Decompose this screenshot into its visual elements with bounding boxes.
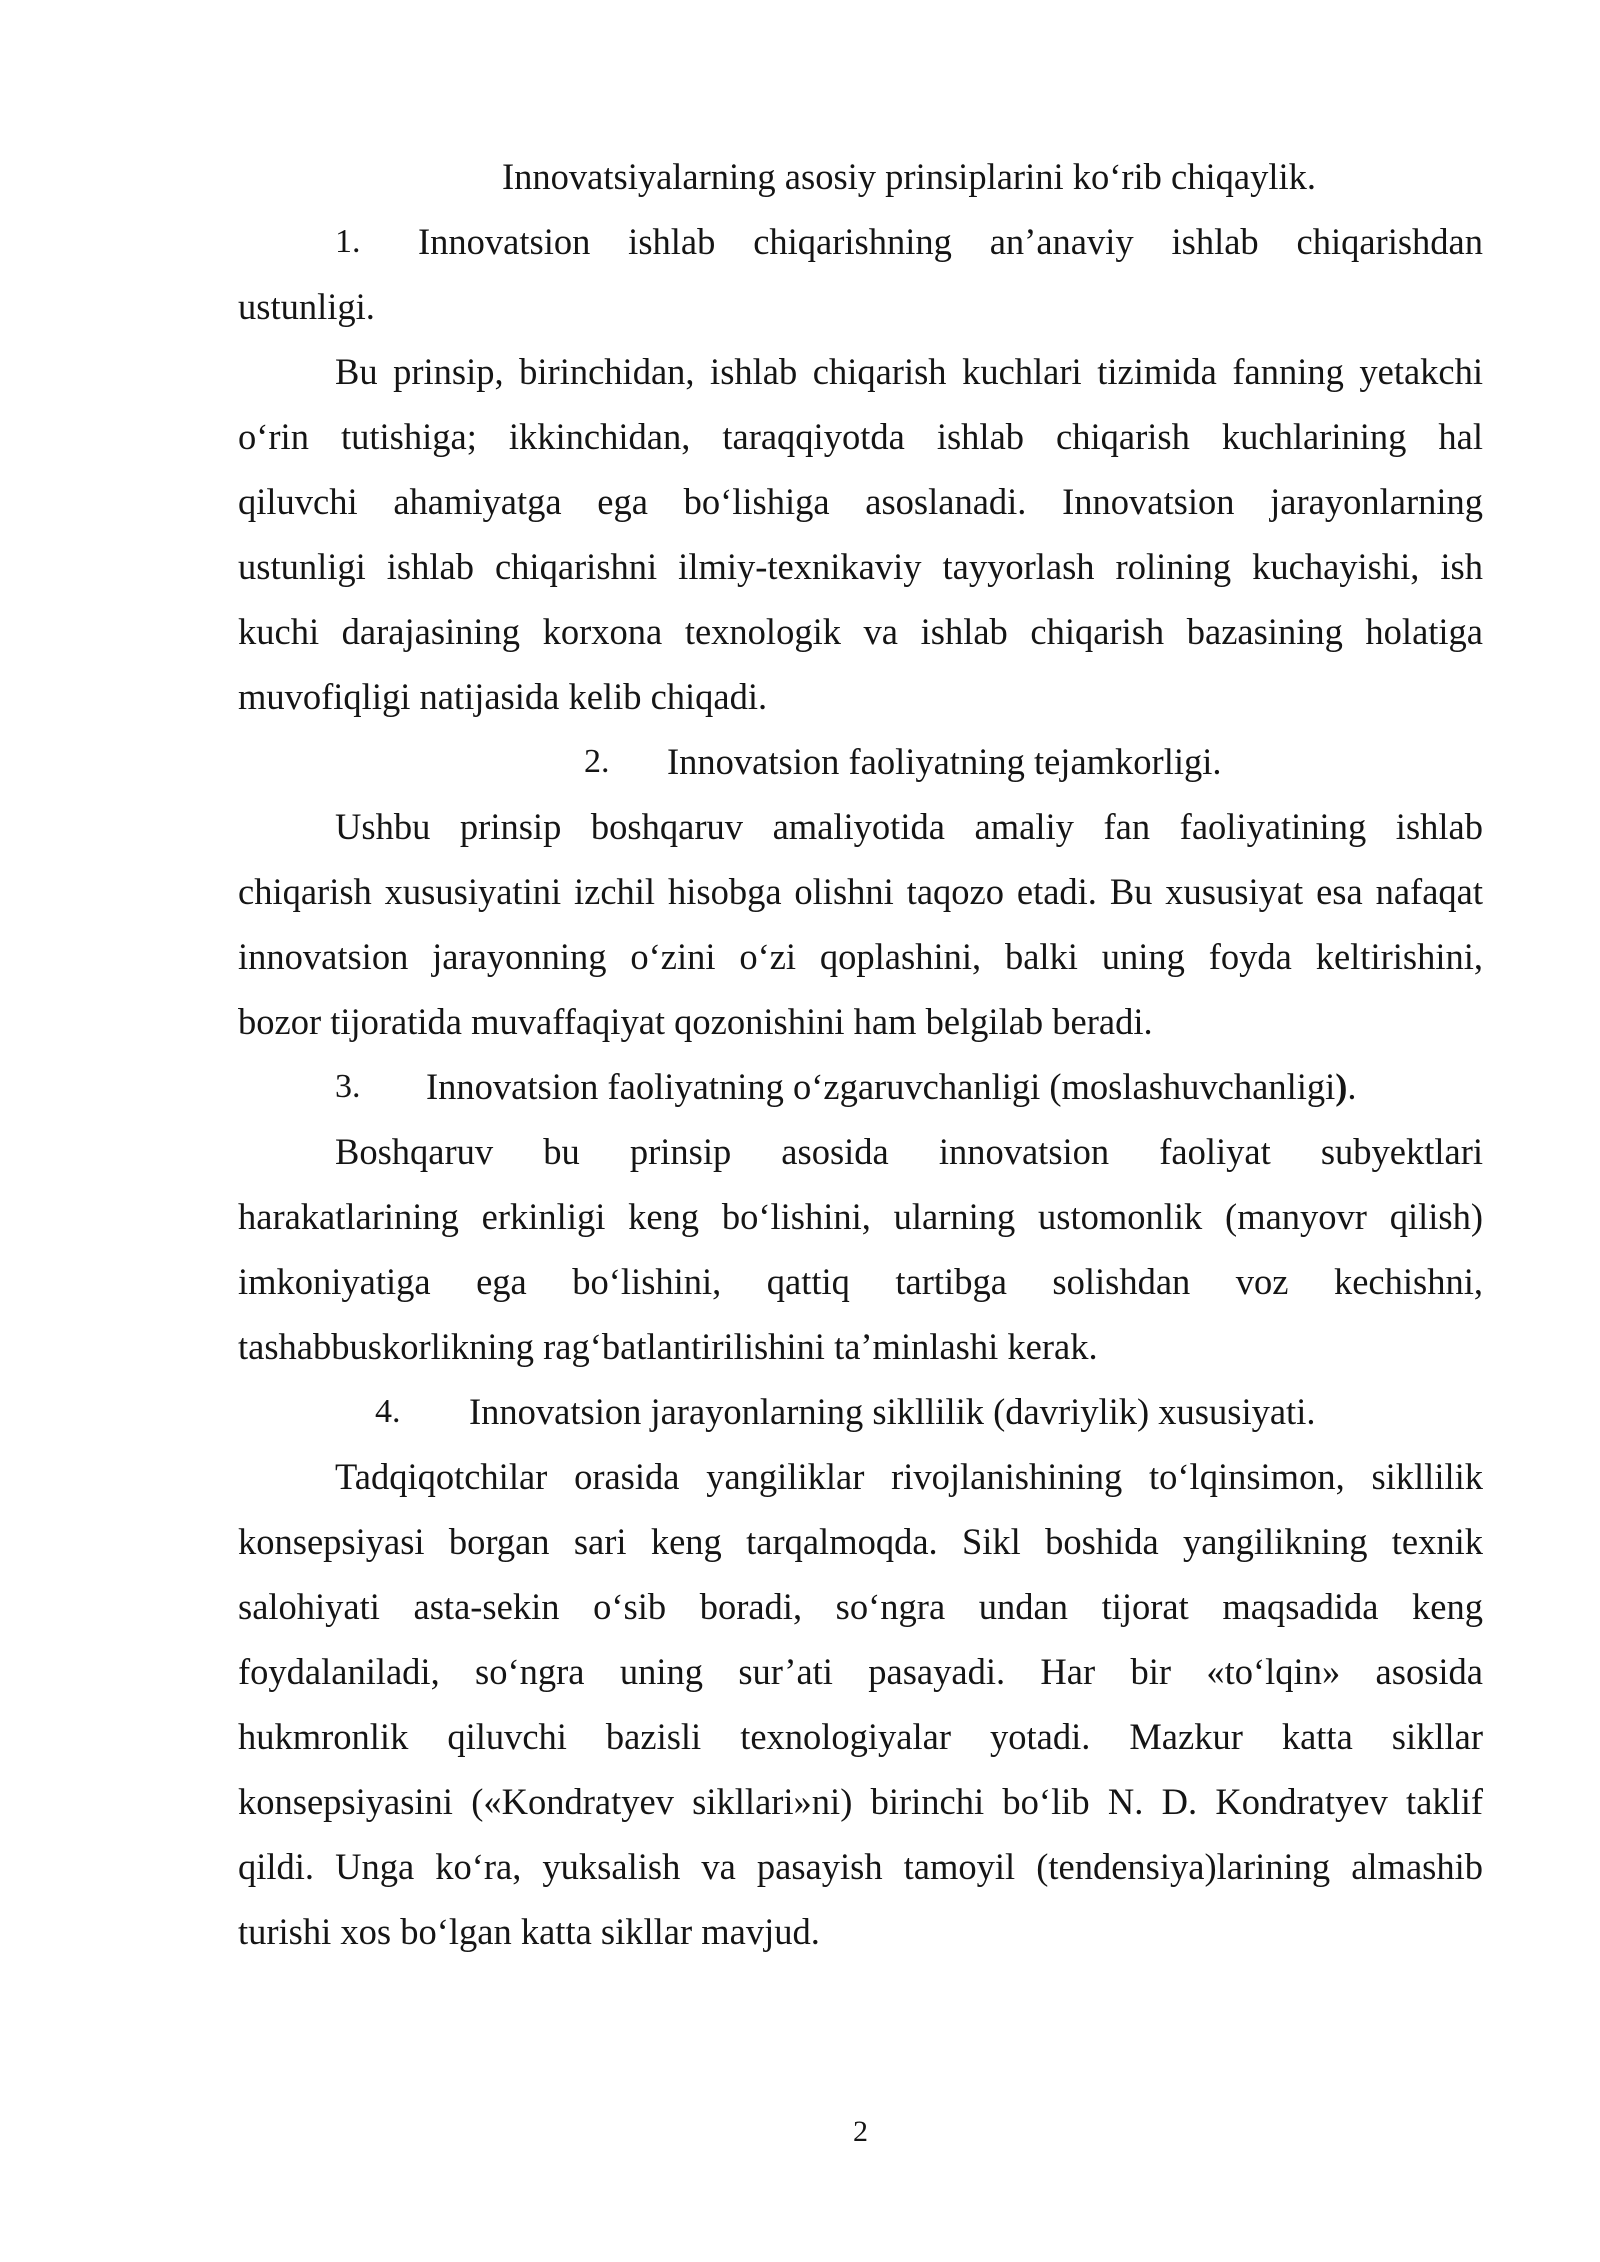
body-line: muvofiqligi natijasida kelib chiqadi. <box>238 676 768 717</box>
body-line: innovatsion jarayonning oʻzini oʻzi qoplashini, balki uning foyda keltirishini, <box>238 936 1483 977</box>
section-3-title-text: Innovatsion faoliyatning oʻzgaruvchanligi (moslashuvchanligi <box>426 1066 1336 1107</box>
section-1-title-line: ustunligi. <box>238 286 375 327</box>
section-2-number: 2. <box>584 743 610 780</box>
body-line: ustunligi ishlab chiqarishni ilmiy-texnikaviy tayyorlash rolining kuchayishi, ish <box>238 546 1483 587</box>
body-line: tashabbuskorlikning ragʻbatlantirilishini ta’minlashi kerak. <box>238 1326 1098 1367</box>
body-line: imkoniyatiga ega boʻlishini, qattiq tartibga solishdan voz kechishni, <box>238 1261 1483 1302</box>
body-line: Boshqaruv bu prinsip asosida innovatsion faoliyat subyektlari <box>335 1131 1483 1172</box>
body-line: Bu prinsip, birinchidan, ishlab chiqarish kuchlari tizimida fanning yetakchi <box>335 351 1483 392</box>
section-3-title-end: . <box>1347 1066 1357 1107</box>
text-column <box>238 144 1483 1964</box>
body-line: oʻrin tutishiga; ikkinchidan, taraqqiyotda ishlab chiqarish kuchlarining hal <box>238 416 1483 457</box>
body-line: konsepsiyasi borgan sari keng tarqalmoqda. Sikl boshida yangilikning texnik <box>238 1521 1483 1562</box>
section-1-title-text: Innovatsion ishlab chiqarishning an’anaviy ishlab chiqarishdan <box>418 221 1483 262</box>
body-line: konsepsiyasini («Kondratyev sikllari»ni) birinchi boʻlib N. D. Kondratyev taklif <box>238 1781 1483 1822</box>
body-line: Tadqiqotchilar orasida yangiliklar rivojlanishining toʻlqinsimon, sikllilik <box>335 1456 1483 1497</box>
section-1-title-line <box>238 209 1483 274</box>
body-line: turishi xos boʻlgan katta sikllar mavjud. <box>238 1911 820 1952</box>
body-line: hukmronlik qiluvchi bazisli texnologiyalar yotadi. Mazkur katta sikllar <box>238 1716 1483 1757</box>
section-3-title-line <box>238 1054 1483 1119</box>
section-4-title-line <box>238 1379 1483 1444</box>
body-line: salohiyati asta-sekin oʻsib boradi, soʻngra undan tijorat maqsadida keng <box>238 1586 1483 1627</box>
section-3-title-bold-paren: ) <box>1335 1066 1348 1107</box>
body-line: qiluvchi ahamiyatga ega boʻlishiga asoslanadi. Innovatsion jarayonlarning <box>238 481 1483 522</box>
body-line: foydalaniladi, soʻngra uning sur’ati pasayadi. Har bir «toʻlqin» asosida <box>238 1651 1483 1692</box>
body-line: bozor tijoratida muvaffaqiyat qozonishini ham belgilab beradi. <box>238 1001 1153 1042</box>
body-line: qildi. Unga koʻra, yuksalish va pasayish tamoyil (tendensiya)larining almashib <box>238 1846 1483 1887</box>
body-line: harakatlarining erkinligi keng boʻlishini, ularning ustomonlik (manyovr qilish) <box>238 1196 1483 1237</box>
document-intro: Innovatsiyalarning asosiy prinsiplarini koʻrib chiqaylik. <box>502 156 1316 197</box>
section-4-number: 4. <box>375 1393 401 1430</box>
body-line: kuchi darajasining korxona texnologik va ishlab chiqarish bazasining holatiga <box>238 611 1483 652</box>
body-line: Ushbu prinsip boshqaruv amaliyotida amaliy fan faoliyatining ishlab <box>335 806 1483 847</box>
section-2-title-text: Innovatsion faoliyatning tejamkorligi. <box>667 741 1222 782</box>
section-2-title-line <box>238 729 1483 794</box>
section-4-title-text: Innovatsion jarayonlarning sikllilik (davriylik) xususiyati. <box>469 1391 1316 1432</box>
section-3-number: 3. <box>335 1068 361 1105</box>
section-1-number: 1. <box>335 223 361 260</box>
body-line: chiqarish xususiyatini izchil hisobga olishni taqozo etadi. Bu xususiyat esa nafaqat <box>238 871 1483 912</box>
page-number: 2 <box>853 2115 868 2148</box>
